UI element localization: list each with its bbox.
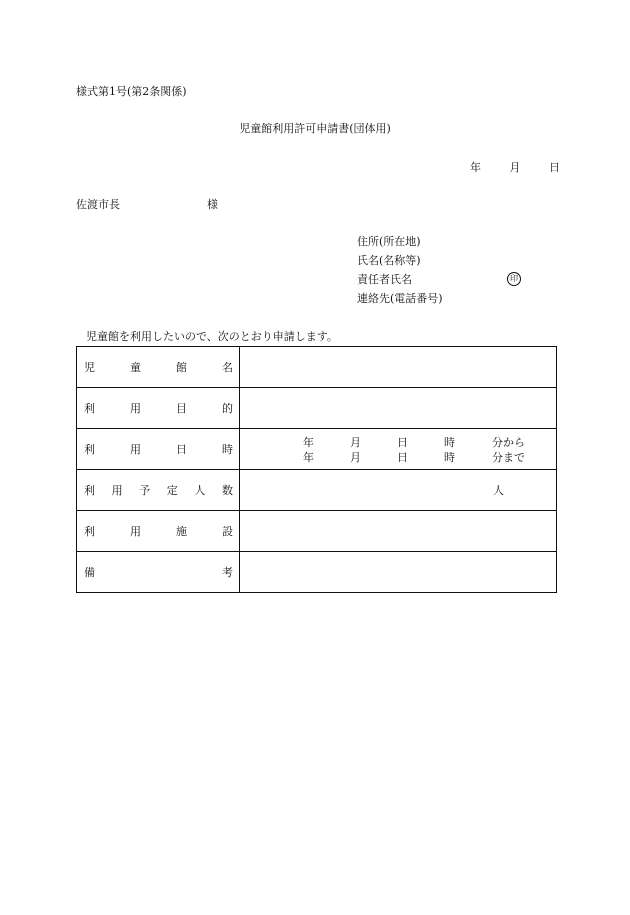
dt-hour: 時 — [444, 450, 455, 464]
label-char: 児 — [84, 361, 95, 374]
label-char: 時 — [222, 443, 233, 456]
form-number: 様式第1号(第2条関係) — [76, 85, 187, 98]
applicant-representative-row — [357, 273, 518, 293]
datetime-cell[interactable] — [240, 429, 557, 470]
datetime-to-line — [240, 449, 556, 464]
table-row — [77, 552, 557, 593]
label-char: 用 — [111, 484, 123, 497]
label-char: 定 — [166, 484, 178, 497]
applicant-name-label: 氏名(名称等) — [357, 254, 421, 267]
seal-icon: 印 — [507, 272, 521, 286]
center-name-cell[interactable] — [240, 347, 557, 388]
label-char: 用 — [130, 402, 141, 415]
date-year-label: 年 — [470, 161, 481, 174]
table-row — [77, 429, 557, 470]
label-char: 利 — [84, 443, 95, 456]
row-label-center-name — [77, 347, 240, 388]
label-char: 数 — [221, 484, 233, 497]
addressee-name: 佐渡市長 — [76, 198, 120, 211]
label-char: 考 — [222, 566, 233, 579]
dt-year: 年 — [303, 435, 314, 449]
dt-month: 月 — [350, 435, 361, 449]
dt-hour: 時 — [444, 435, 455, 449]
people-count-cell[interactable] — [240, 470, 557, 511]
label-char: 館 — [176, 361, 187, 374]
remarks-cell[interactable] — [240, 552, 557, 593]
purpose-cell[interactable] — [240, 388, 557, 429]
label-char: 設 — [222, 525, 233, 538]
label-char: 用 — [130, 525, 141, 538]
row-label-remarks — [77, 552, 240, 593]
date-day-label: 日 — [549, 161, 560, 174]
label-char: 予 — [139, 484, 151, 497]
application-table — [76, 346, 557, 593]
row-label-people-count — [77, 470, 240, 511]
label-char: 用 — [130, 443, 141, 456]
dt-year: 年 — [303, 450, 314, 464]
label-char: 名 — [222, 361, 233, 374]
intro-text: 児童館を利用したいので、次のとおり申請します。 — [86, 330, 338, 343]
label-char: 施 — [176, 525, 187, 538]
document-title: 児童館利用許可申請書(団体用) — [239, 122, 391, 135]
facility-cell[interactable] — [240, 511, 557, 552]
dt-minute-from: 分から — [492, 435, 525, 449]
dt-minute-to: 分まで — [492, 450, 525, 464]
applicant-block — [357, 235, 518, 312]
table-row — [77, 388, 557, 429]
dt-day: 日 — [397, 435, 408, 449]
row-label-facility — [77, 511, 240, 552]
applicant-address-label: 住所(所在地) — [357, 235, 421, 248]
row-label-purpose — [77, 388, 240, 429]
application-date — [470, 162, 560, 173]
applicant-contact-label: 連絡先(電話番号) — [357, 292, 443, 305]
dt-day: 日 — [397, 450, 408, 464]
label-char: 利 — [84, 484, 95, 497]
dt-month: 月 — [350, 450, 361, 464]
label-char: 利 — [84, 525, 95, 538]
table-row — [77, 347, 557, 388]
label-char: 目 — [176, 402, 187, 415]
date-month-label: 月 — [509, 161, 521, 174]
datetime-from-line — [240, 434, 556, 449]
label-char: 童 — [130, 361, 141, 374]
people-unit: 人 — [493, 484, 504, 497]
table-row — [77, 470, 557, 511]
label-char: 日 — [176, 443, 187, 456]
label-char: 的 — [222, 402, 233, 415]
label-char: 利 — [84, 402, 95, 415]
applicant-representative-label: 責任者氏名 — [357, 273, 412, 286]
label-char: 備 — [84, 566, 95, 579]
label-char: 人 — [194, 484, 206, 497]
table-row — [77, 511, 557, 552]
row-label-datetime — [77, 429, 240, 470]
addressee-honorific: 様 — [207, 198, 218, 211]
